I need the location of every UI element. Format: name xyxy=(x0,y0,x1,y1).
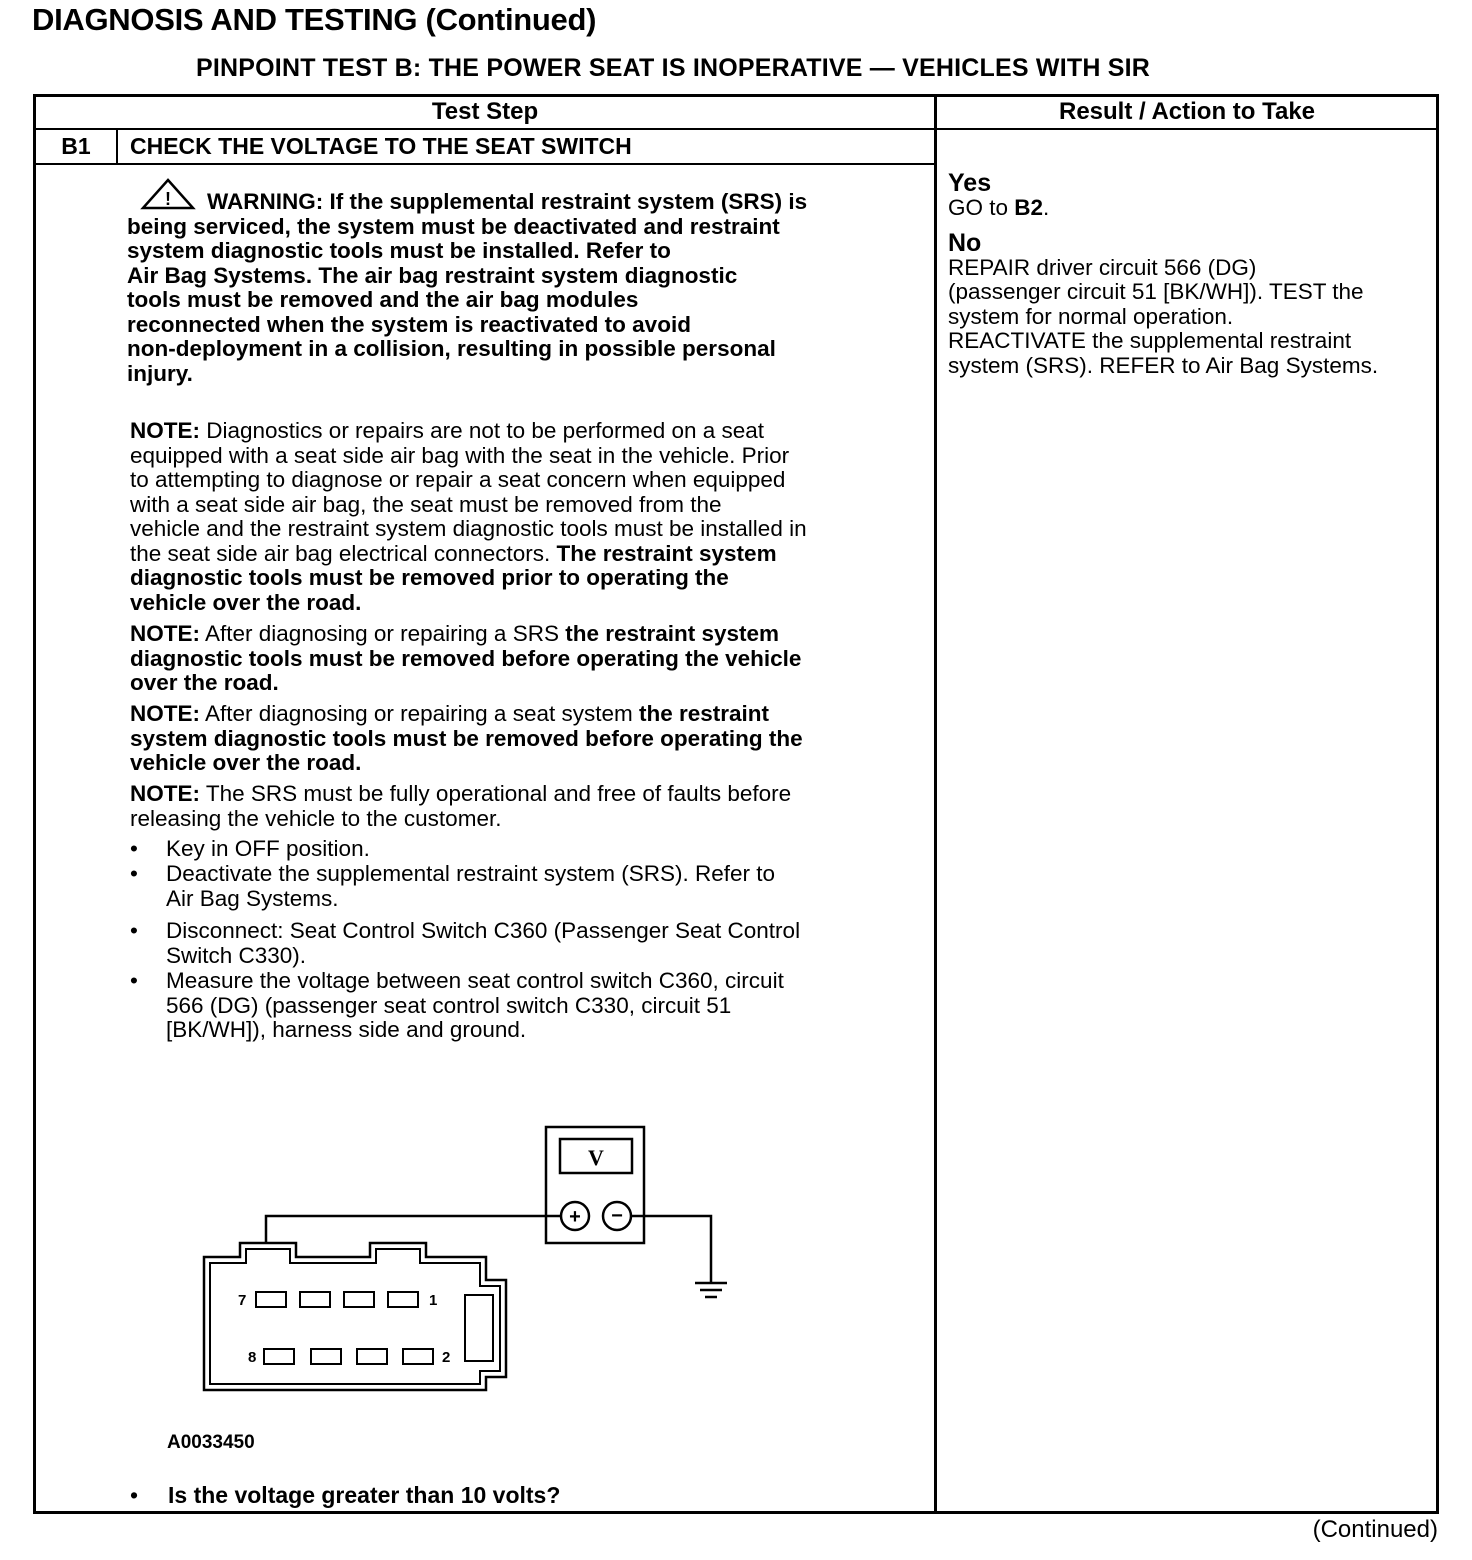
note-label: NOTE: xyxy=(130,418,200,443)
note-3: NOTE: After diagnosing or repairing a seat system the restraint system diagnostic tools must be removed before operating the vehicle over the road. xyxy=(130,701,803,775)
step-id-divider xyxy=(116,128,118,164)
terminal xyxy=(357,1349,387,1364)
warning-line: non-deployment in a collision, resulting in possible personal xyxy=(127,336,776,361)
pin-8-label: 8 xyxy=(248,1349,257,1366)
pin-2-label: 2 xyxy=(442,1349,451,1366)
result-column xyxy=(948,170,1440,378)
minus-terminal-label: − xyxy=(611,1205,623,1227)
column-divider xyxy=(934,94,937,1514)
voltage-test-diagram xyxy=(190,1115,750,1415)
terminal-1 xyxy=(388,1292,418,1307)
pinpoint-test-title: PINPOINT TEST B: THE POWER SEAT IS INOPERATIVE — VEHICLES WITH SIR xyxy=(196,54,1151,82)
note-4: NOTE: The SRS must be fully operational and free of faults before releasing the vehicle to the customer. xyxy=(130,781,792,831)
terminal xyxy=(344,1292,374,1307)
warning-line: being serviced, the system must be deactivated and restraint xyxy=(127,213,780,239)
step-title-rule xyxy=(33,163,936,165)
table-border-bottom xyxy=(33,1511,1439,1514)
header-test-step: Test Step xyxy=(431,98,539,125)
header-result-action: Result / Action to Take xyxy=(1058,98,1316,125)
figure-id: A0033450 xyxy=(167,1432,255,1453)
continued-label: (Continued) xyxy=(1312,1516,1438,1543)
warning-line: tools must be removed and the air bag modules xyxy=(127,287,639,312)
list-item: • Deactivate the supplemental restraint system (SRS). Refer to Air Bag Systems. xyxy=(130,861,775,911)
table-border-left xyxy=(33,94,36,1514)
terminal-7 xyxy=(256,1292,286,1307)
result-no-label: No xyxy=(948,228,982,257)
warning-line: injury. xyxy=(127,360,193,386)
go-to-step-link: B2 xyxy=(1014,195,1044,220)
note-label: NOTE: xyxy=(130,781,200,806)
terminal xyxy=(311,1349,341,1364)
connector-c360 xyxy=(204,1243,506,1390)
result-yes-action: GO to B2. xyxy=(948,195,1050,220)
table-border-top xyxy=(33,94,1439,97)
warning-line: Air Bag Systems. The air bag restraint system diagnostic xyxy=(127,262,738,288)
svg-text:!: ! xyxy=(165,189,171,209)
terminal xyxy=(300,1292,330,1307)
terminal-2 xyxy=(403,1349,433,1364)
result-no-action: REPAIR driver circuit 566 (DG) (passenger circuit 51 [BK/WH]). TEST the system for normal operation. REACTIVATE the supplemental restraint system (SRS). REFER to Air Bag Systems. xyxy=(948,254,1379,378)
warning-line: system diagnostic tools must be installed. Refer to xyxy=(127,238,671,263)
test-question: Is the voltage greater than 10 volts? xyxy=(168,1482,561,1508)
warning-text xyxy=(127,190,907,386)
page-title: DIAGNOSIS AND TESTING (Continued) xyxy=(32,2,597,37)
plus-terminal-label: + xyxy=(569,1206,581,1228)
terminal-8 xyxy=(264,1349,294,1364)
warning-line: WARNING: If the supplemental restraint system (SRS) is xyxy=(207,189,808,214)
pin-7-label: 7 xyxy=(238,1292,247,1309)
step-id: B1 xyxy=(61,133,91,159)
voltmeter-label: V xyxy=(588,1145,604,1170)
question-bullet: • xyxy=(130,1482,139,1508)
list-item: • Disconnect: Seat Control Switch C360 (Passenger Seat Control Switch C330). xyxy=(130,918,801,968)
list-item: • Measure the voltage between seat control switch C360, circuit 566 (DG) (passenger seat control switch C330, circuit 51 [BK/WH]), harness side and ground. xyxy=(130,968,784,1042)
note-label: NOTE: xyxy=(130,621,200,646)
note-2: NOTE: After diagnosing or repairing a SRS the restraint system diagnostic tools must be removed before operating the vehicle over the road. xyxy=(130,621,802,695)
pin-1-label: 1 xyxy=(429,1292,438,1309)
note-1: NOTE: Diagnostics or repairs are not to be performed on a seat equipped with a seat side air bag with the seat in the vehicle. Prior to attempting to diagnose or repair a seat concern when equipped with a seat side air bag, the seat must be removed from the vehicle and the restraint system diagnostic tools must be installed in the seat side air bag electrical connectors. The restraint system diagnostic tools must be removed prior to operating the vehicle over the road. xyxy=(130,418,807,615)
warning-line: reconnected when the system is reactivated to avoid xyxy=(127,311,691,337)
ground-icon xyxy=(695,1283,727,1297)
header-rule xyxy=(33,128,1439,130)
list-item: • Key in OFF position. xyxy=(130,836,370,861)
note-label: NOTE: xyxy=(130,701,200,726)
step-title: CHECK THE VOLTAGE TO THE SEAT SWITCH xyxy=(130,133,632,159)
result-yes-label: Yes xyxy=(948,169,992,197)
